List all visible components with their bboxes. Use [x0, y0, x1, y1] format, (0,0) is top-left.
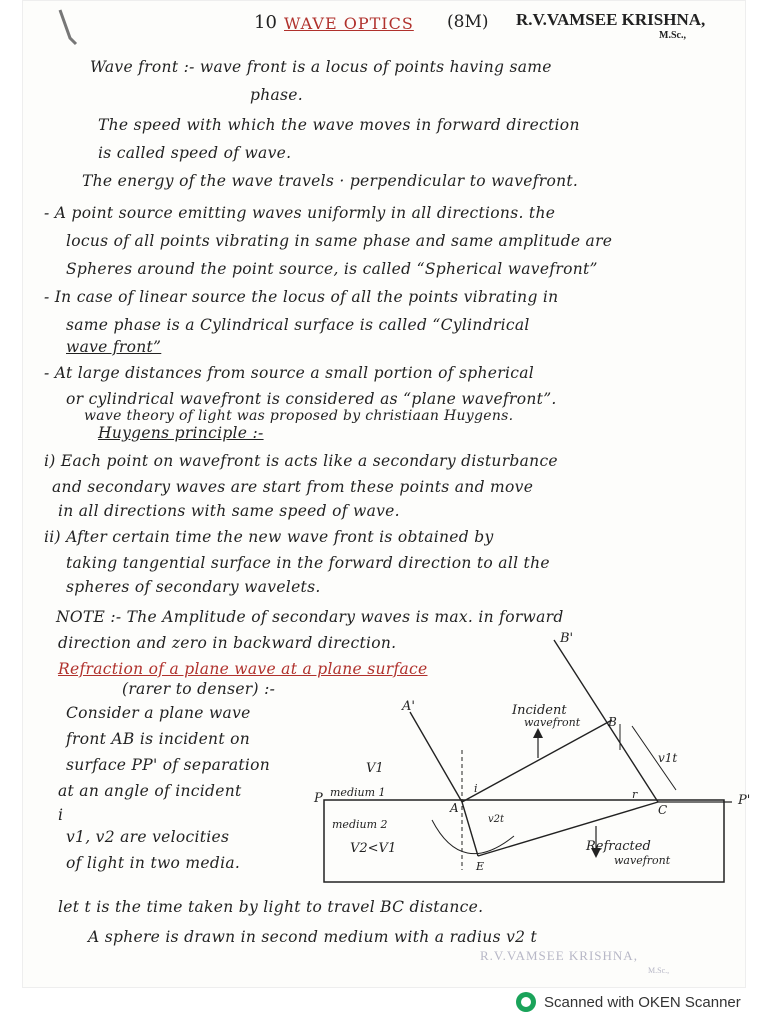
label-v2t: v2t: [488, 814, 505, 825]
text-line: Spheres around the point source, is called “Spherical wavefront”: [66, 260, 598, 278]
text-line: NOTE :- The Amplitude of secondary waves is max. in forward: [56, 608, 564, 626]
label-incident-wavefront: wavefront: [524, 716, 581, 729]
scanned-page: [22, 0, 751, 988]
author-stamp-degree: M.Sc.,: [648, 966, 670, 975]
label-medium-2: medium 2: [332, 818, 388, 831]
label-p-prime: P': [738, 793, 751, 808]
label-b-prime: B': [560, 631, 574, 646]
label-angle-r: r: [632, 788, 638, 801]
text-line: or cylindrical wavefront is considered as “plane wavefront”.: [66, 390, 557, 408]
text-line: in all directions with same speed of wave.: [58, 502, 400, 520]
text-line: same phase is a Cylindrical surface is called “Cylindrical: [66, 316, 530, 334]
label-p: P: [314, 791, 323, 806]
text-line: The energy of the wave travels · perpendicular to wavefront.: [82, 172, 579, 190]
scanner-footer: [516, 990, 741, 1014]
oken-logo-icon: [516, 992, 536, 1012]
text-line: phase.: [250, 86, 303, 104]
label-v1t: v1t: [658, 751, 678, 765]
text-line: at an angle of incident: [58, 782, 242, 800]
label-a: A: [450, 801, 459, 815]
refracted-ray: [462, 802, 478, 856]
text-line: of light in two media.: [66, 854, 241, 872]
label-refracted-wavefront: wavefront: [614, 854, 671, 867]
page-number: 10: [254, 12, 277, 33]
author-degree: M.Sc.,: [659, 30, 686, 41]
text-line: - A point source emitting waves uniformly in all directions. the: [44, 204, 556, 222]
text-line: Consider a plane wave: [66, 704, 251, 722]
marks-label: (8M): [447, 12, 489, 32]
author-stamp: R.V.VAMSEE KRISHNA,: [480, 948, 638, 963]
scanner-text: Scanned with OKEN Scanner: [544, 993, 741, 1011]
label-c: C: [658, 803, 668, 817]
label-angle-i: i: [474, 782, 478, 795]
text-line: let t is the time taken by light to travel BC distance.: [58, 898, 484, 916]
text-line: spheres of secondary wavelets.: [66, 578, 321, 596]
text-line: A sphere is drawn in second medium with a radius v2 t: [88, 928, 538, 946]
label-v2-lt-v1: V2<V1: [350, 841, 397, 856]
page-header: [22, 8, 746, 40]
text-line: front AB is incident on: [66, 730, 250, 748]
text-line: v1, v2 are velocities: [66, 828, 230, 846]
text-line: The speed with which the wave moves in forward direction: [98, 116, 580, 134]
text-line: ii) After certain time the new wave front is obtained by: [44, 528, 494, 546]
incident-ray-a: [410, 712, 462, 802]
label-v1: V1: [366, 761, 384, 776]
text-line: i) Each point on wavefront is acts like a secondary disturbance: [44, 452, 558, 470]
text-line: surface PP' of separation: [66, 756, 271, 774]
text-line: i: [58, 806, 64, 824]
text-line: (rarer to denser) :-: [122, 680, 276, 698]
label-b: B: [608, 715, 617, 729]
text-line: wave front”: [66, 338, 162, 356]
arrow-head-icon: [533, 728, 543, 738]
label-medium-1: medium 1: [330, 786, 386, 799]
label-e: E: [476, 860, 485, 873]
section-heading: Huygens principle :-: [98, 424, 264, 442]
label-a-prime: A': [402, 699, 415, 714]
text-line: wave theory of light was proposed by christiaan Huygens.: [84, 408, 514, 424]
text-line: - At large distances from source a small portion of spherical: [44, 364, 535, 382]
section-heading-red: Refraction of a plane wave at a plane surface: [58, 660, 428, 678]
text-line: - In case of linear source the locus of all the points vibrating in: [44, 288, 559, 306]
author-name: R.V.VAMSEE KRISHNA,: [516, 10, 706, 29]
text-line: direction and zero in backward direction.: [58, 634, 397, 652]
label-incident: Incident: [512, 703, 567, 718]
text-line: is called speed of wave.: [98, 144, 292, 162]
label-refracted: Refracted: [586, 839, 651, 854]
text-line: and secondary waves are start from these points and move: [52, 478, 534, 496]
text-line: locus of all points vibrating in same phase and same amplitude are: [66, 232, 613, 250]
chapter-title: WAVE OPTICS: [284, 14, 414, 33]
text-line: taking tangential surface in the forward direction to all the: [66, 554, 550, 572]
refraction-diagram: [302, 630, 768, 890]
text-line: Wave front :- wave front is a locus of points having same: [90, 58, 552, 76]
